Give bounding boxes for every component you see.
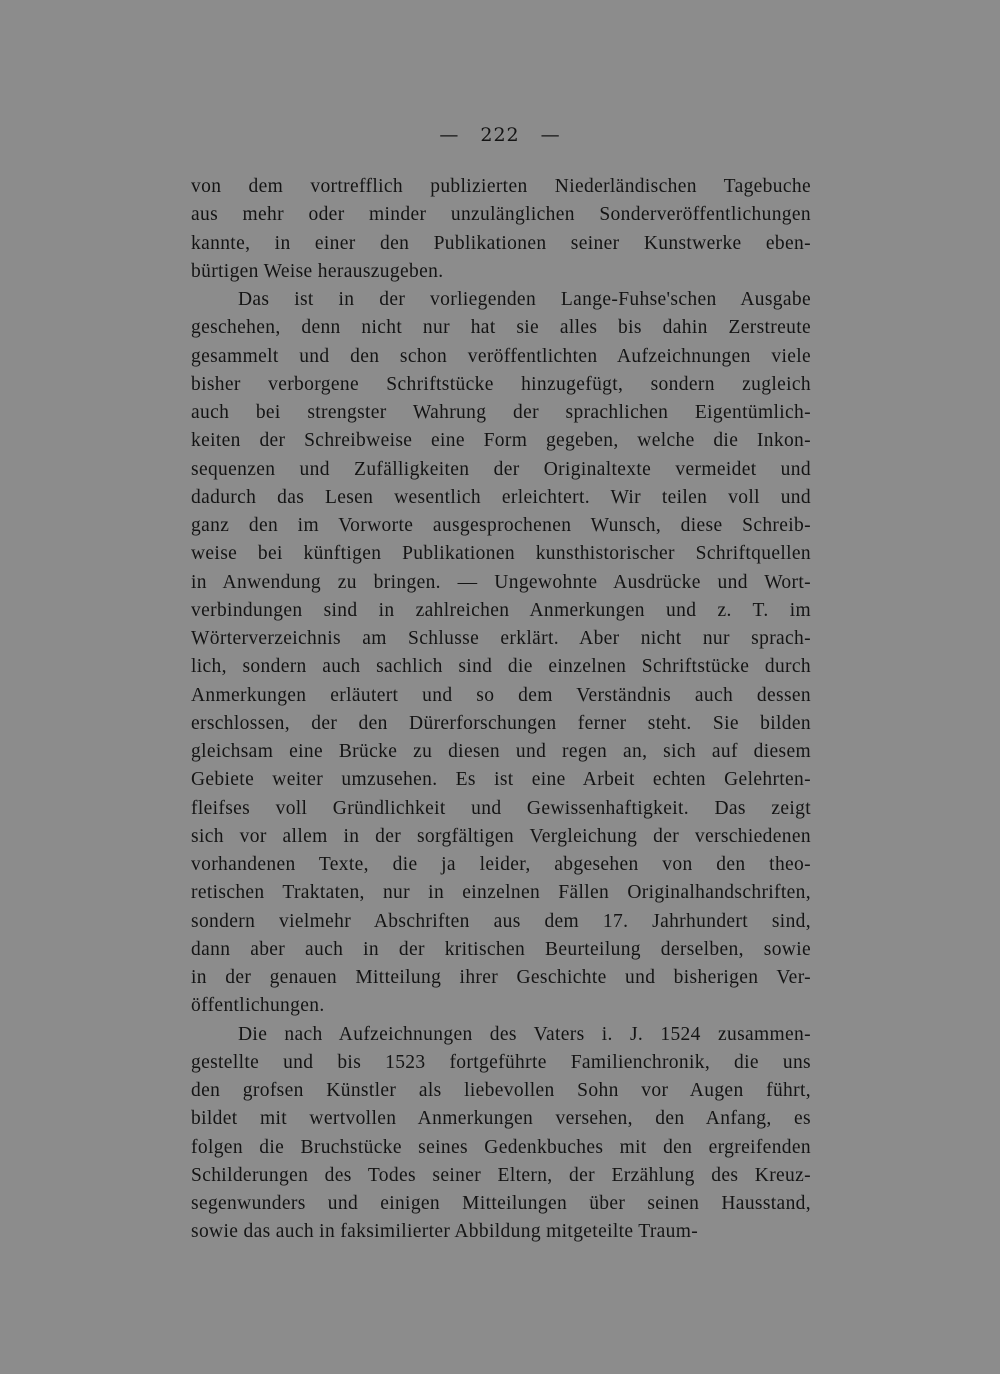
text-line: weise bei künftigen Publikationen kunsthistorischer Schriftquellen xyxy=(191,543,811,565)
paragraph xyxy=(191,1021,811,1247)
text-line: lich, sondern auch sachlich sind die einzelnen Schriftstücke durch xyxy=(191,656,811,678)
text-line: retischen Traktaten, nur in einzelnen Fällen Originalhandschriften, xyxy=(191,882,811,904)
text-line: sich vor allem in der sorgfältigen Vergleichung der verschiedenen xyxy=(191,825,811,847)
text-line: dadurch das Lesen wesentlich erleichtert. Wir teilen voll und xyxy=(191,486,811,508)
text-line: Die nach Aufzeichnungen des Vaters i. J. 1524 zusammen- xyxy=(238,1023,811,1045)
text-line: gestellte und bis 1523 fortgeführte Familienchronik, die uns xyxy=(191,1051,811,1073)
text-line: Anmerkungen erläutert und so dem Verständnis auch dessen xyxy=(191,684,811,706)
text-line: von dem vortrefflich publizierten Niederländischen Tagebuche xyxy=(191,176,811,197)
text-line: erschlossen, der den Dürerforschungen ferner steht. Sie bilden xyxy=(191,712,811,734)
text-line: keiten der Schreibweise eine Form gegeben, welche die Inkon- xyxy=(191,430,811,452)
text-line: bürtigen Weise herauszugeben. xyxy=(191,260,444,282)
paragraph xyxy=(191,286,811,1021)
text-line: geschehen, denn nicht nur hat sie alles bis dahin Zerstreute xyxy=(191,317,811,339)
text-line: den grofsen Künstler als liebevollen Sohn vor Augen führt, xyxy=(191,1080,811,1101)
body-text xyxy=(191,173,811,1247)
text-line: öffentlichungen. xyxy=(191,995,325,1017)
text-line: auch bei strengster Wahrung der sprachlichen Eigentümlich- xyxy=(191,402,811,423)
text-line: ganz den im Vorworte ausgesprochenen Wunsch, diese Schreib- xyxy=(191,515,811,536)
paragraph xyxy=(191,173,811,286)
text-line: Schilderungen des Todes seiner Eltern, der Erzählung des Kreuz- xyxy=(191,1164,811,1186)
text-line: gesammelt und den schon veröffentlichten Aufzeichnungen viele xyxy=(191,345,811,367)
text-line: bisher verborgene Schriftstücke hinzugefügt, sondern zugleich xyxy=(191,373,811,395)
text-line: dann aber auch in der kritischen Beurteilung derselben, sowie xyxy=(191,938,811,960)
text-line: kannte, in einer den Publikationen seiner Kunstwerke eben- xyxy=(191,232,811,254)
text-line: vorhandenen Texte, die ja leider, abgesehen von den theo- xyxy=(191,854,811,875)
text-line: sondern vielmehr Abschriften aus dem 17. Jahrhundert sind, xyxy=(191,910,811,932)
page-number: — 222 — xyxy=(439,124,561,146)
text-line: sequenzen und Zufälligkeiten der Originaltexte vermeidet und xyxy=(191,458,811,480)
text-line: bildet mit wertvollen Anmerkungen versehen, den Anfang, es xyxy=(191,1108,811,1130)
text-line: Gebiete weiter umzusehen. Es ist eine Arbeit echten Gelehrten- xyxy=(191,769,811,791)
text-line: folgen die Bruchstücke seines Gedenkbuches mit den ergreifenden xyxy=(191,1136,811,1158)
text-line: verbindungen sind in zahlreichen Anmerkungen und z. T. im xyxy=(191,599,811,621)
text-line: fleifses voll Gründlichkeit und Gewissenhaftigkeit. Das zeigt xyxy=(191,797,811,819)
text-line: sowie das auch in faksimilierter Abbildung mitgeteilte Traum- xyxy=(191,1221,699,1243)
text-line: aus mehr oder minder unzulänglichen Sonderveröffentlichungen xyxy=(191,204,811,226)
text-line: in Anwendung zu bringen. — Ungewohnte Ausdrücke und Wort- xyxy=(191,571,811,593)
text-line: Das ist in der vorliegenden Lange-Fuhse'schen Ausgabe xyxy=(238,289,811,310)
text-line: segenwunders und einigen Mitteilungen über seinen Hausstand, xyxy=(191,1193,811,1214)
text-line: in der genauen Mitteilung ihrer Geschichte und bisherigen Ver- xyxy=(191,967,811,988)
text-line: gleichsam eine Brücke zu diesen und regen an, sich auf diesem xyxy=(191,741,811,762)
text-line: Wörterverzeichnis am Schlusse erklärt. Aber nicht nur sprach- xyxy=(191,628,811,649)
